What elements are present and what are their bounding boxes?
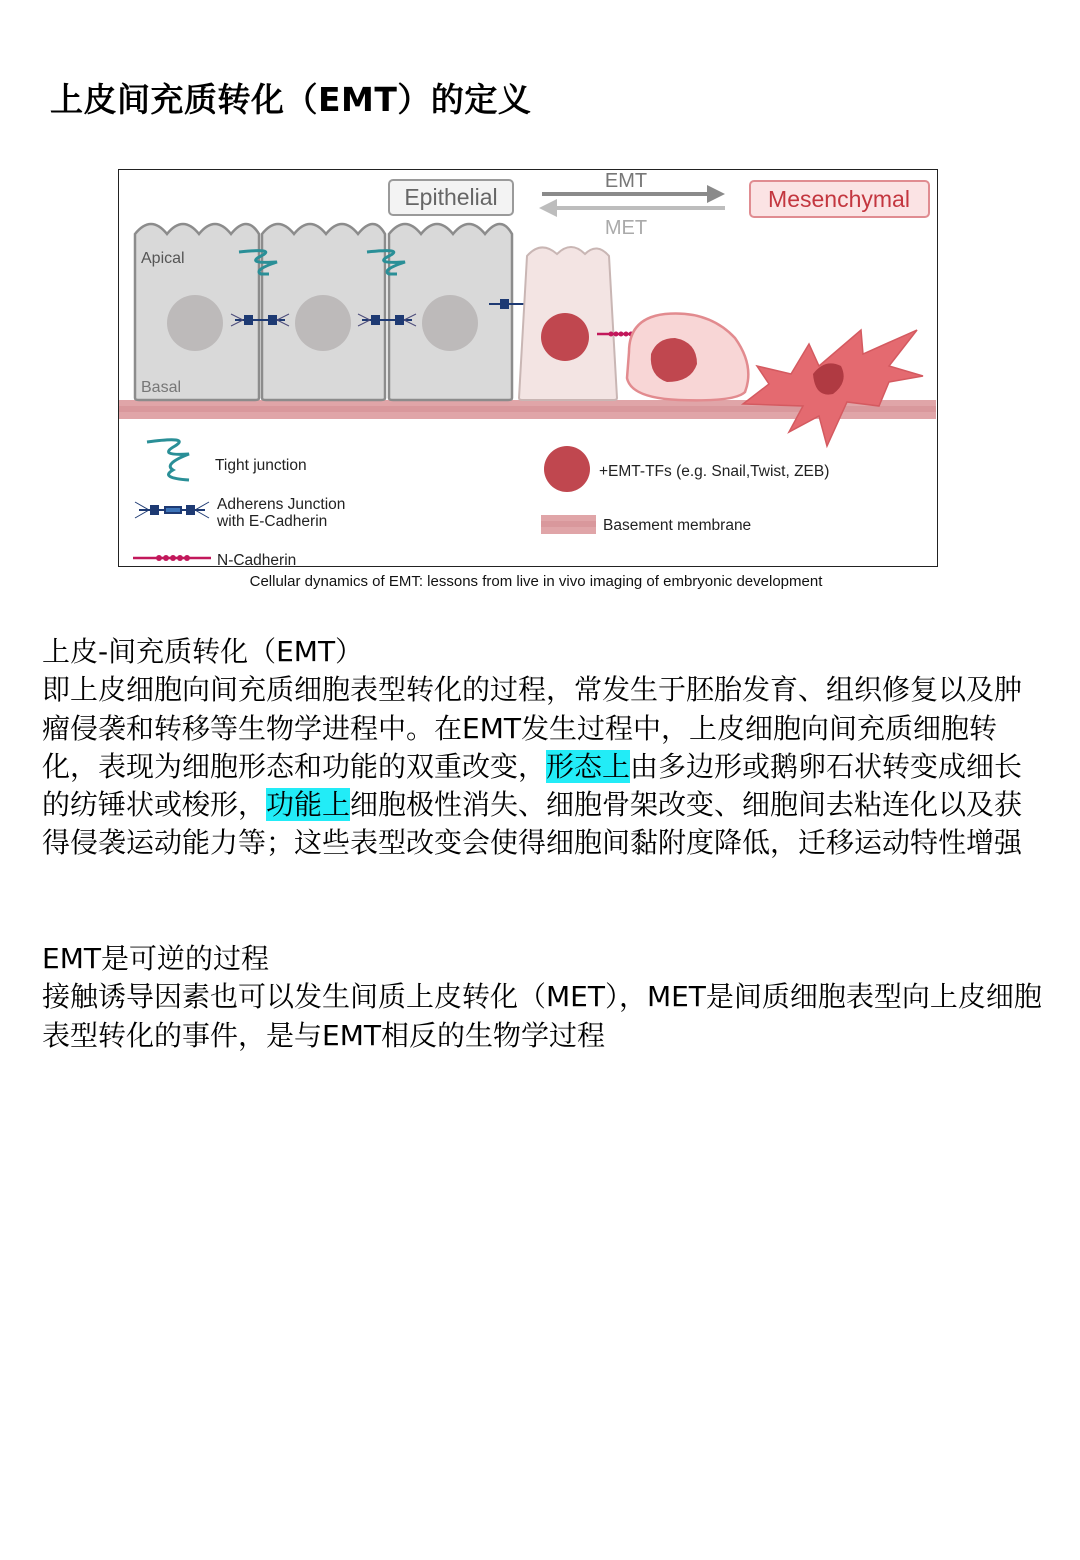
emt-figure <box>118 169 938 567</box>
legend-emt-tf-icon <box>544 446 590 492</box>
legend-tight-junction-icon <box>147 440 189 480</box>
mesenchymal-label: Mesenchymal <box>768 186 910 212</box>
apical-label: Apical <box>141 250 185 267</box>
highlight-function: 功能上 <box>266 788 351 822</box>
figure-caption: Cellular dynamics of EMT: lessons from live in vivo imaging of embryonic development <box>249 573 823 590</box>
page-title: 上皮间充质转化（EMT）的定义 <box>50 80 532 119</box>
legend-n-cadherin: N-Cadherin <box>217 552 297 565</box>
section1-paragraph <box>42 671 1042 862</box>
section1-text-a: 即上皮细胞向间充质细胞表型转化的过程，常发生于胚胎发育、组织修复以及肿瘤侵袭和转移等生物学进程中。在EMT发生过程中，上皮细胞向间充质细胞转化，表现为细胞形态和功能的双重改变， <box>42 673 1023 783</box>
mesenchymal-cell <box>743 330 923 446</box>
migrating-cell <box>627 314 748 401</box>
legend-adherens-icon <box>135 502 209 518</box>
legend-tight-junction: Tight junction <box>215 457 307 474</box>
basal-label: Basal <box>141 379 182 396</box>
epithelial-cell-2 <box>262 224 385 400</box>
mesenchymal-label-box <box>750 181 929 217</box>
section1-heading: 上皮-间充质转化（EMT） <box>42 635 364 668</box>
legend <box>133 440 829 565</box>
epithelial-label: Epithelial <box>404 184 498 210</box>
emt-arrow-icon <box>707 185 725 203</box>
met-arrow-icon <box>539 199 557 217</box>
section-emt-definition <box>42 633 1042 863</box>
emt-arrow-label: EMT <box>604 170 648 192</box>
highlight-morphology: 形态上 <box>546 749 631 783</box>
section1-text-b: 由多边形或鹅卵石状转变成细长的纺锤状或梭形， <box>42 749 1023 822</box>
section2-paragraph: 接触诱导因素也可以发生间质上皮转化（MET），MET是间质细胞表型向上皮细胞表型转化的事件，是与EMT相反的生物学过程 <box>42 980 1042 1052</box>
section2-heading: EMT是可逆的过程 <box>42 942 269 975</box>
section1-text-c: 细胞极性消失、细胞骨架改变、细胞间去粘连化以及获得侵袭运动能力等；这些表型改变会使得细胞间黏附度降低，迁移运动特性增强 <box>42 788 1023 860</box>
legend-adherens-line1: Adherens Junction <box>217 496 346 513</box>
legend-emt-tfs: +EMT-TFs (e.g. Snail,Twist, ZEB) <box>599 463 830 480</box>
legend-adherens-line2: with E-Cadherin <box>217 513 328 530</box>
legend-n-cadherin-icon <box>133 555 211 561</box>
epithelial-cell-3 <box>389 224 512 400</box>
legend-basement-membrane: Basement membrane <box>603 517 752 534</box>
section-emt-reversible <box>42 940 1042 1055</box>
transitioning-cell <box>519 247 617 400</box>
met-arrow-label: MET <box>604 217 648 239</box>
epithelial-label-box <box>389 180 513 215</box>
